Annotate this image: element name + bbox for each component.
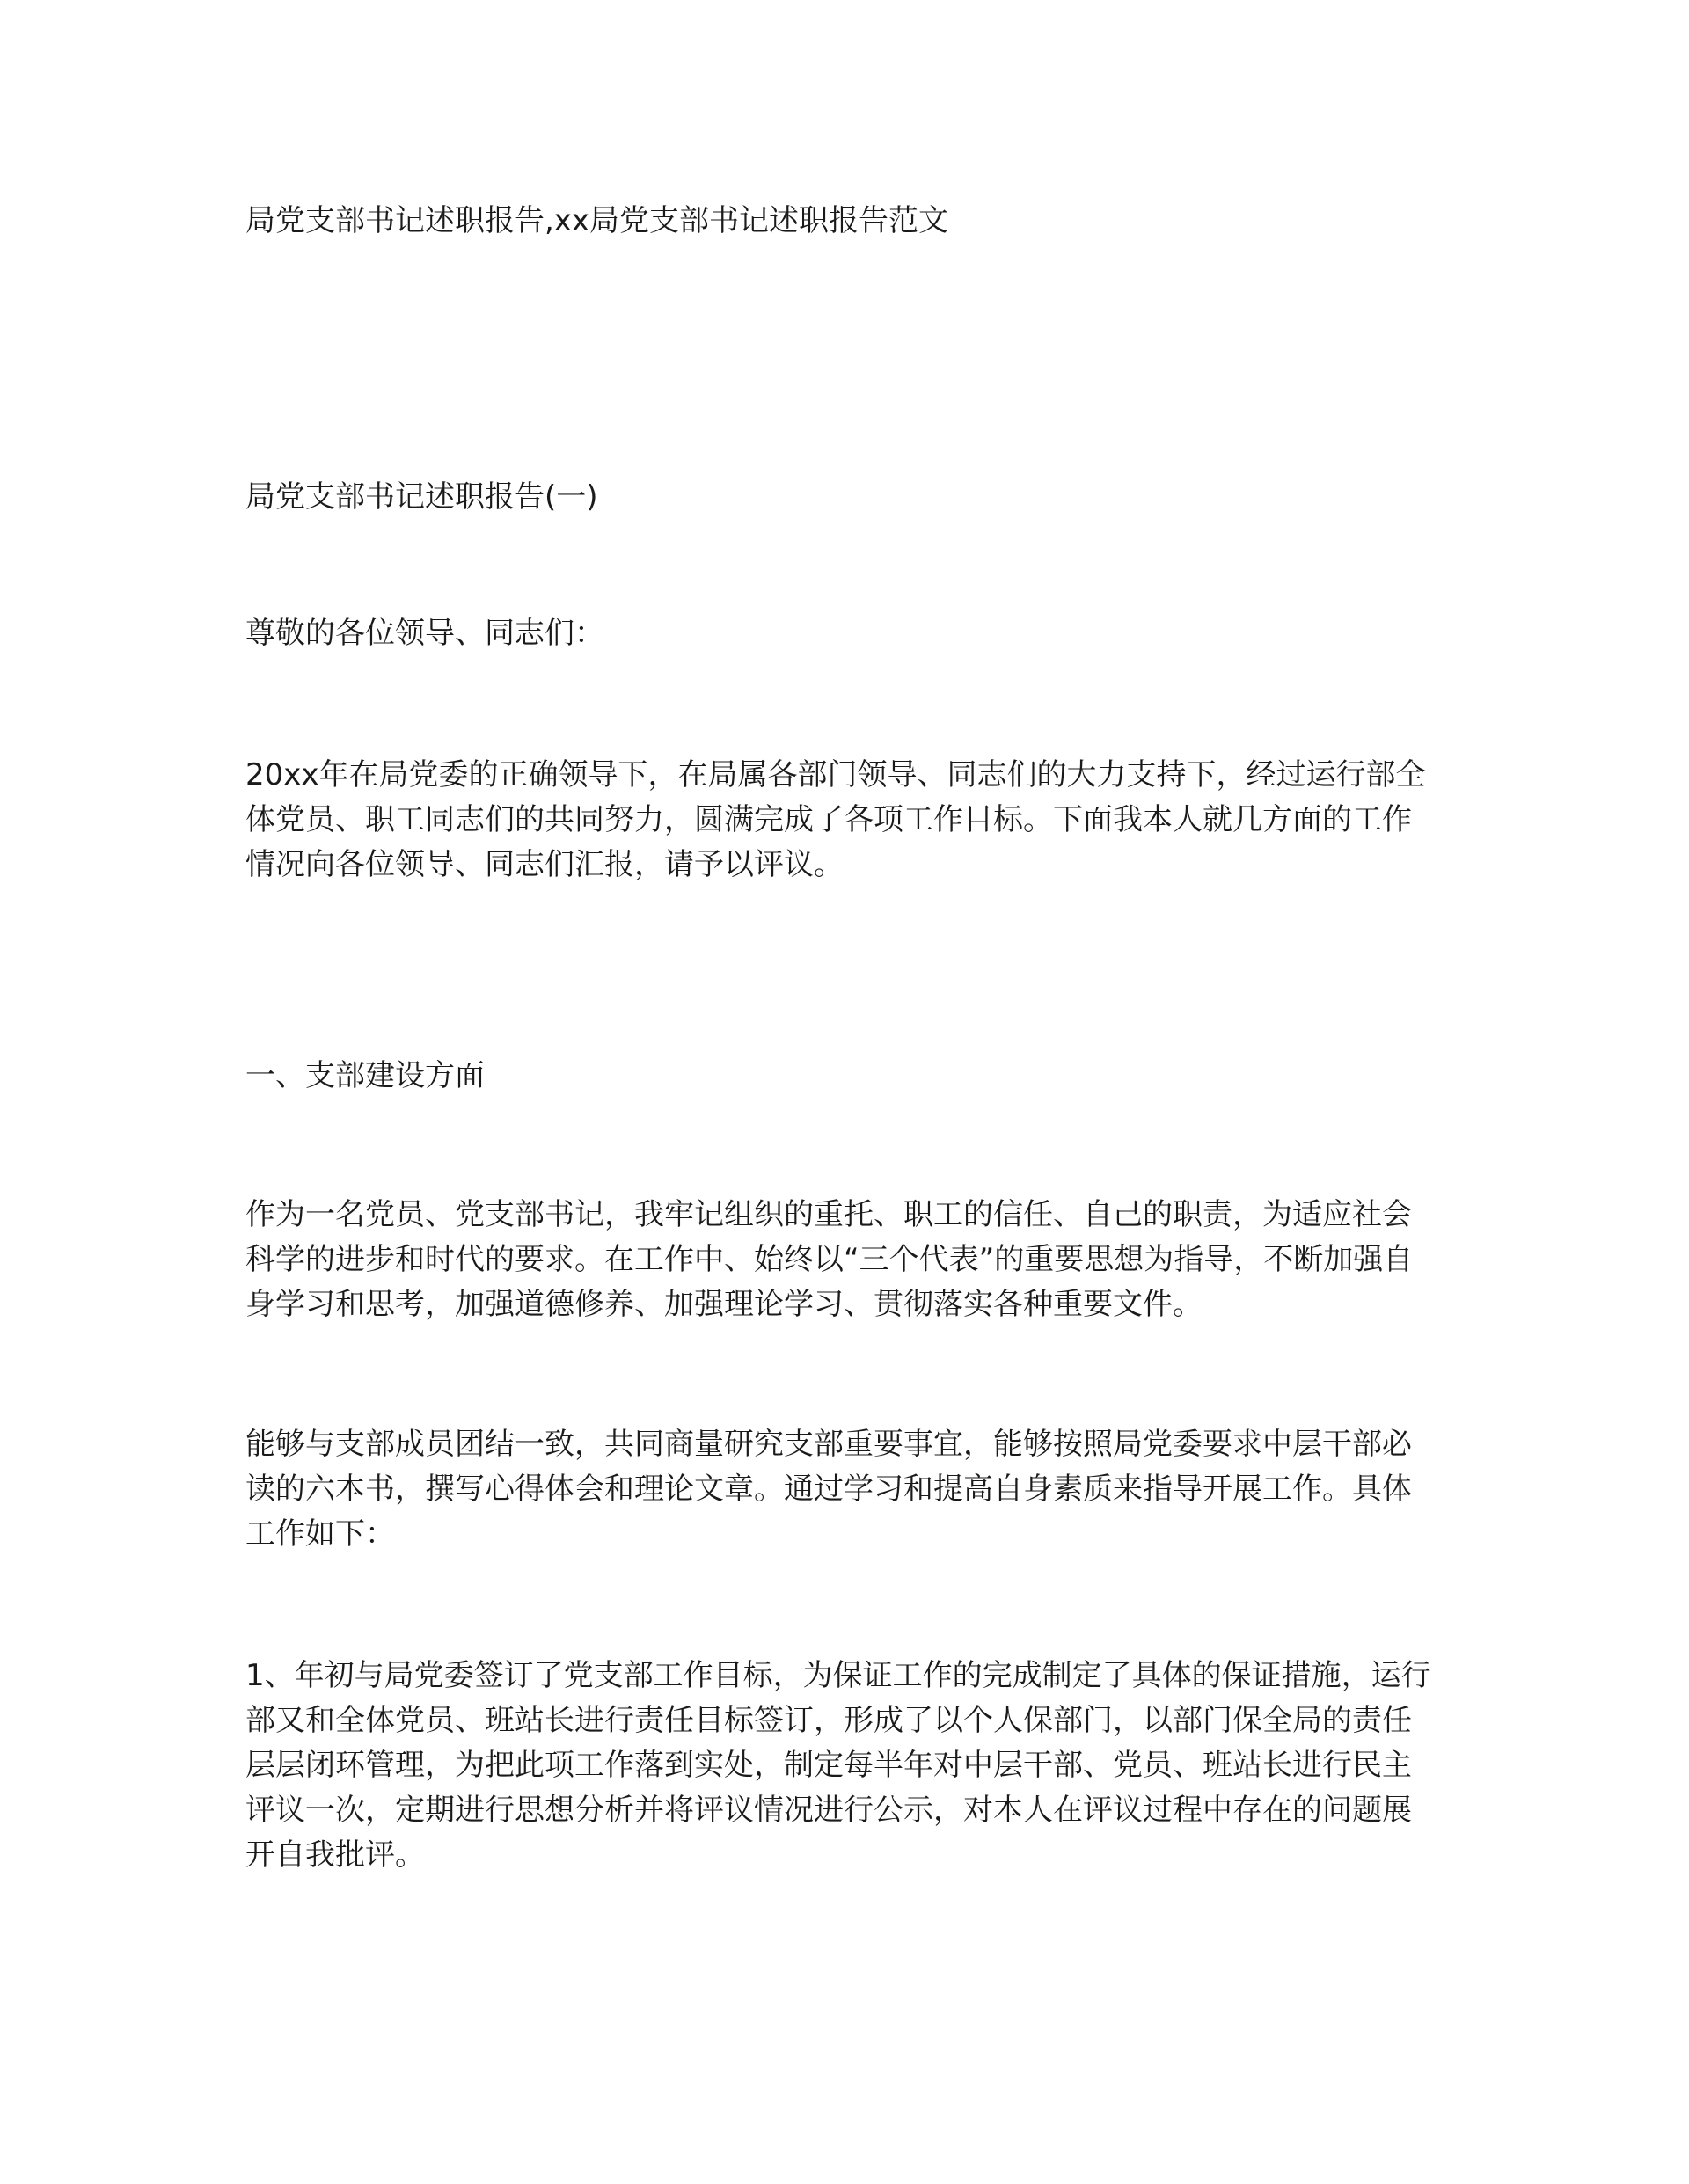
salutation: 尊敬的各位领导、同志们： — [245, 616, 604, 651]
paragraph-2: 作为一名党员、党支部书记，我牢记组织的重托、职工的信任、自己的职责，为适应社会科学的进步和时代的要求。在工作中、始终以“三个代表”的重要思想为指导，不断加强自身学习和思考，加强道德修养、加强理论学习、贯彻落实各种重要文件。 — [245, 1197, 1414, 1322]
paragraph-4: 1、年初与局党委签订了党支部工作目标，为保证工作的完成制定了具体的保证措施，运行部又和全体党员、班站长进行责任目标签订，形成了以个人保部门，以部门保全局的责任层层闭环管理，为把此项工作落到实处，制定每半年对中层干部、党员、班站长进行民主评议一次，定期进行思想分析并将评议情况进行公示，对本人在评议过程中存在的问题展开自我批评。 — [245, 1658, 1431, 1873]
section-heading-1: 一、支部建设方面 — [245, 1058, 485, 1093]
intro-paragraph: 20xx年在局党委的正确领导下，在局属各部门领导、同志们的大力支持下，经过运行部全体党员、职工同志们的共同努力，圆满完成了各项工作目标。下面我本人就几方面的工作情况向各位领导、同志们汇报，请予以评议。 — [245, 757, 1426, 882]
paragraph-3: 能够与支部成员团结一致，共同商量研究支部重要事宜，能够按照局党委要求中层干部必读的六本书，撰写心得体会和理论文章。通过学习和提高自身素质来指导开展工作。具体工作如下： — [245, 1427, 1412, 1552]
report-subtitle: 局党支部书记述职报告(一) — [245, 479, 598, 515]
document-title: 局党支部书记述职报告,xx局党支部书记述职报告范文 — [245, 203, 949, 238]
